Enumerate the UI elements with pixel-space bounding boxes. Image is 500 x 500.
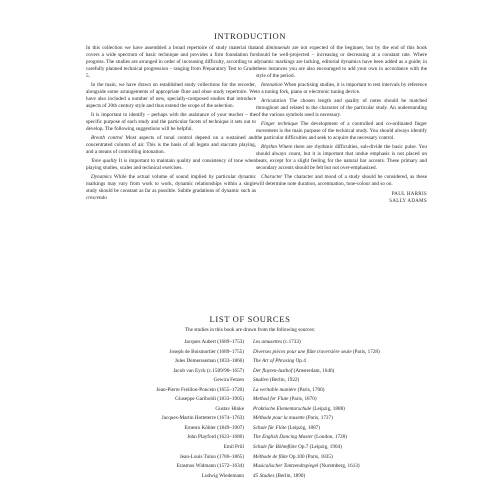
source-work — [253, 415, 333, 421]
source-work-details: (c.1733) — [281, 339, 301, 345]
source-work-title: The English Dancing Master — [253, 434, 314, 441]
source-composer: Ludwig Wiedemann — [201, 472, 244, 479]
source-work — [253, 368, 334, 374]
source-work — [253, 406, 345, 412]
intro-paragraph-articulation: Articulation The chosen length and quality of notes should be matched throughout and related to the character of the particular study. An understanding of the various symbols used is necessary. — [256, 97, 427, 118]
source-row — [0, 339, 500, 349]
source-work-title: Studien — [253, 377, 269, 384]
source-row — [0, 377, 500, 387]
intro-paragraph-dynamics: Dynamics While the actual volume of sound implied by particular dynamic markings may vary from work to work, dynamic relationships within a single study should be constant as far as possible. Subtle gradations of dynamic such as crescendo — [86, 173, 257, 201]
author-signatures — [256, 191, 427, 205]
term-crescendo: crescendo — [86, 194, 107, 201]
source-work-title: Les amusettes — [253, 339, 282, 345]
term-character: Character — [261, 173, 283, 180]
source-work — [253, 349, 380, 355]
source-composer: Erasmus Widmann (1572–1634) — [176, 463, 244, 470]
source-work — [253, 463, 360, 469]
source-work-title: Schule für Flöte — [253, 424, 287, 431]
source-work-details: (Berlin, 1890) — [274, 472, 306, 479]
intro-paragraph: It is important to identify – perhaps with the assistance of your teacher – the specific purpose of each study and the particular facets of technique it sets out to develop. The following suggestions will be helpful. — [86, 111, 256, 132]
source-composer: Joseph de Boismortier (1689–1755) — [169, 348, 244, 355]
intro-paragraph: In this collection we have assembled a broad repertoire of study material that covers a wide spectrum of basic technique and provides a firm foundation for progress. The studies are arranged in order of increasing difficulty, according to a carefully planned technical progression – ranging from Preparatory Test to Grade 5. — [86, 45, 256, 79]
source-work — [253, 396, 317, 402]
intro-paragraph-tone-quality: Tone quality It is important to maintain quality and consistency of tone when playing studies, scales and technical exercises. — [86, 157, 257, 171]
author-signature: SALLY ADAMS — [389, 198, 427, 204]
term-dynamics: Dynamics — [91, 173, 112, 180]
author-signature: PAUL HARRIS — [391, 191, 427, 197]
source-row — [0, 396, 500, 406]
source-work-title: Diverses pièces pour une flûte traversière seule — [253, 348, 352, 355]
sources-intro: The studies in this book are drawn from the following sources: — [184, 327, 316, 333]
source-composer: Gustav Hinke — [215, 405, 244, 412]
source-row — [0, 415, 500, 425]
source-work-title: Schule für Böhmflöte — [253, 444, 297, 451]
source-composer: Jean-Louis Tulou (1786–1865) — [179, 453, 244, 460]
source-composer: Jacob van Eyck (c.1589/90–1657) — [173, 367, 244, 374]
intro-paragraph-intonation: Intonation When practising studies, it is important to test intervals by reference to a tuning fork, piano or electronic tuning device. — [256, 81, 428, 95]
sources-table — [0, 339, 500, 482]
source-work-title: The Art of Phrasing — [253, 358, 295, 365]
source-composer: Jacques Aubert (1689–1753) — [184, 339, 244, 345]
source-row — [0, 454, 500, 464]
source-work — [253, 444, 342, 450]
source-work — [253, 358, 306, 364]
source-work-details: (Paris, 1700) — [296, 386, 325, 393]
intro-paragraph-diminuendo: and diminuendo are not expected of the beginner, but by the end of this book should be well-projected – increasing or decreasing at a constant rate. Where dynamic markings are lacking, editorial dynamics have been added as a guide; in these instances you are also encouraged to add your own in accordance with the style of the period. — [256, 45, 428, 79]
source-row — [0, 349, 500, 359]
intro-paragraph-rhythm: Rhythm Where there are rhythmic difficulties, sub-divide the basic pulse. You should always count, but it is important that undue emphasis is not placed on beats, except for a slight feeling for the natural bar accents. These primary and secondary accents should be felt but not over-emphasized. — [256, 143, 427, 171]
source-work-details: (Leipzig, 1888) — [311, 405, 345, 412]
source-work-details: (London, 1728) — [313, 434, 347, 441]
source-work-details: (Paris, 1728) — [351, 348, 380, 355]
source-row — [0, 473, 500, 483]
source-work — [253, 377, 299, 383]
source-row — [0, 463, 500, 473]
intro-paragraph: In the main, we have drawn on established study collections for the recorder, alongside some arrangements of appropriate flute and oboe study repertoire. We have also included a number of new, specially-composed studies that introduce aspects of 20th century style and thus extend the scope of the selection. — [86, 81, 256, 109]
source-row — [0, 406, 500, 416]
source-work-details: Op.7 (Leipzig, 1904) — [296, 444, 342, 451]
source-composer: Giuseppe Gariboldi (1833–1905) — [175, 396, 244, 403]
term-finger-technique: Finger technique — [261, 120, 298, 127]
source-row — [0, 434, 500, 444]
source-work — [253, 434, 347, 440]
source-work-title: Méthode de flûte — [253, 453, 288, 460]
source-work — [253, 387, 324, 393]
introduction-right-column — [256, 45, 427, 205]
source-composer: Gewira Fetzen — [213, 377, 244, 384]
term-breath-control: Breath control — [91, 134, 123, 141]
source-work — [253, 473, 305, 479]
term-articulation: Articulation — [261, 97, 287, 104]
source-row — [0, 358, 500, 368]
source-composer: Ernesto Köhler (1849–1907) — [184, 424, 244, 431]
term-rhythm: Rhythm — [261, 143, 277, 150]
source-work-title: 45 Studies — [253, 472, 275, 479]
intro-paragraph-character: Character The character and mood of a study should be considered, as these will determine note duration, accentuation, tone-colour and so on. — [256, 173, 427, 187]
source-work-title: La veritable manière — [253, 386, 297, 393]
source-composer: John Playford (1623–1686) — [186, 434, 244, 441]
source-work-details: (Nuremberg, 1613) — [318, 463, 360, 470]
source-work-title: Der fluyten-lusthof — [253, 367, 293, 374]
source-work — [253, 339, 301, 345]
source-work-details: (Paris, 1737) — [304, 415, 333, 422]
source-work-title: Praktische Elementarschule — [253, 405, 312, 412]
source-work-title: Musicalischer Tantzendtspiegel — [253, 463, 319, 470]
term-diminuendo: diminuendo — [265, 45, 291, 51]
source-work — [253, 454, 333, 460]
source-row — [0, 368, 500, 378]
source-row — [0, 444, 500, 454]
intro-paragraph-finger-technique: Finger technique The development of a controlled and co-ordinated finger movement is the main purpose of the technical study. You should always identify the particular difficulties and seek to acquire the necessary control. — [256, 120, 427, 141]
source-composer: Emil Prill — [223, 444, 244, 451]
source-work-details: Op.4 — [294, 358, 306, 365]
introduction-left-column — [86, 45, 256, 202]
source-work-details: (Berlin, 1922) — [268, 377, 300, 384]
source-work-details: Op.100 (Paris, 1835) — [287, 453, 333, 460]
source-composer: Jean-Pierre Freillon-Poncein (1655–1720) — [156, 386, 244, 393]
term-tone-quality: Tone quality — [91, 157, 118, 164]
source-composer: Jules Demersseman (1833–1866) — [174, 358, 244, 365]
source-row — [0, 425, 500, 435]
source-work-details: (Amsterdam, 1646) — [292, 367, 335, 374]
source-work-title: Méthode pour la musette — [253, 415, 305, 422]
source-work-details: (Paris, 1870) — [288, 396, 317, 403]
source-work-details: (Leipzig, 1887) — [286, 424, 321, 431]
sources-heading: LIST OF SOURCES — [209, 314, 291, 324]
source-work-title: Method for Flute — [253, 396, 289, 403]
source-row — [0, 387, 500, 397]
source-work — [253, 425, 320, 431]
source-composer: Jacques-Martin Hotteterre (1674–1763) — [161, 415, 244, 422]
intro-paragraph-breath-control: Breath control Most aspects of tonal control depend on a sustained and concentrated column of air. This is the basis of all legato and staccato playing, and a means of controlling intonation. — [86, 134, 256, 155]
introduction-heading: INTRODUCTION — [213, 31, 287, 41]
term-intonation: Intonation — [261, 81, 283, 88]
